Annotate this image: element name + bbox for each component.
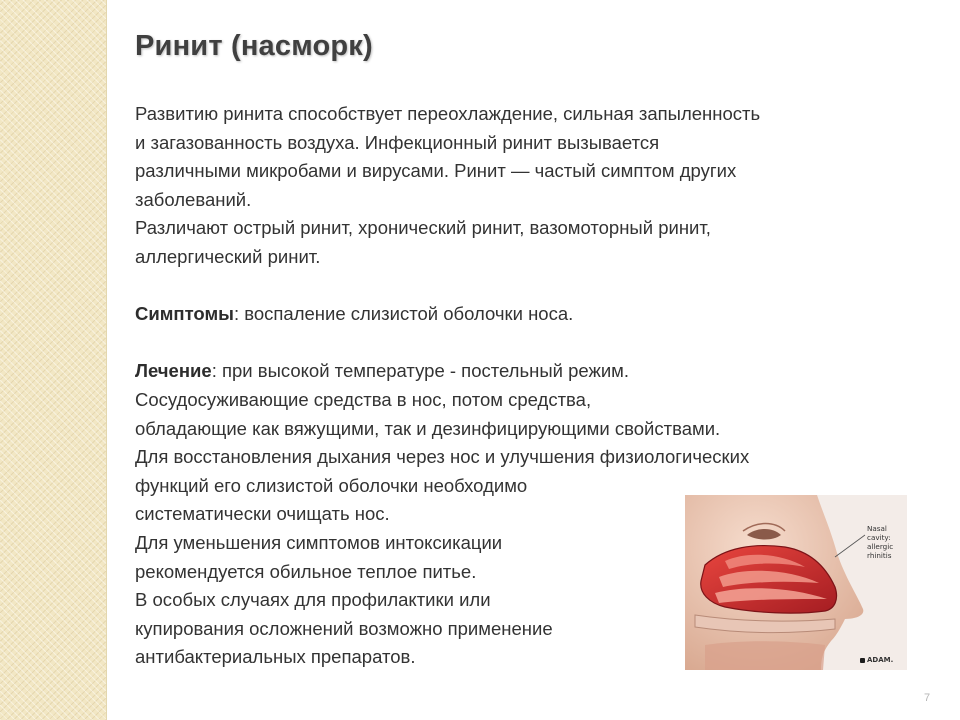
treatment-line: Сосудосуживающие средства в нос, потом средства, (135, 388, 592, 410)
treatment-line: купирования осложнений возможно применение (135, 617, 553, 639)
types-line: Различают острый ринит, хронический ринит, вазомоторный ринит, (135, 217, 711, 239)
paragraph-gap (135, 272, 905, 301)
treatment-line: Для восстановления дыхания через нос и улучшения физиологических (135, 446, 750, 468)
figure-caption-line: allergic rhinitis (867, 542, 894, 560)
treatment-label: Лечение (135, 360, 212, 382)
symptoms-text: : воспаление слизистой оболочки носа. (233, 303, 574, 325)
treatment-paragraph (135, 357, 905, 386)
intro-line: различными микробами и вирусами. Ринит — частый симптом других (135, 160, 737, 182)
logo-text: ADAM. (867, 656, 894, 664)
adam-logo (860, 656, 893, 664)
treatment-line: Для уменьшения симптомов интоксикации (135, 531, 503, 553)
slide-title: Ринит (насморк) (135, 30, 373, 62)
treatment-text: : при высокой температуре - постельный режим. (211, 360, 630, 382)
treatment-line: рекомендуется обильное теплое питье. (135, 560, 477, 582)
figure-caption-line: Nasal cavity: (867, 524, 891, 542)
logo-mark-icon (860, 658, 865, 663)
figure-caption (867, 524, 907, 560)
slide-number: 7 (924, 692, 931, 704)
treatment-line: функций его слизистой оболочки необходимо (135, 474, 528, 496)
nasal-cavity-drawing (685, 495, 907, 670)
intro-line: Развитию ринита способствует переохлаждение, сильная запыленность (135, 103, 761, 124)
symptoms-paragraph (135, 300, 905, 329)
symptoms-label: Симптомы (135, 303, 234, 325)
mouth-shape (705, 641, 825, 670)
decorative-side-band (0, 0, 107, 720)
treatment-line: систематически очищать нос. (135, 503, 390, 525)
types-line: аллергический ринит. (135, 245, 321, 267)
treatment-line: В особых случаях для профилактики или (135, 589, 491, 611)
paragraph-gap (135, 329, 905, 358)
treatment-line: антибактериальных препаратов. (135, 646, 416, 668)
intro-line: и загазованность воздуха. Инфекционный ринит вызывается (135, 131, 660, 153)
nasal-cavity-illustration (685, 495, 907, 670)
intro-line: заболеваний. (135, 188, 252, 210)
treatment-line: обладающие как вяжущими, так и дезинфицирующими свойствами. (135, 417, 721, 439)
